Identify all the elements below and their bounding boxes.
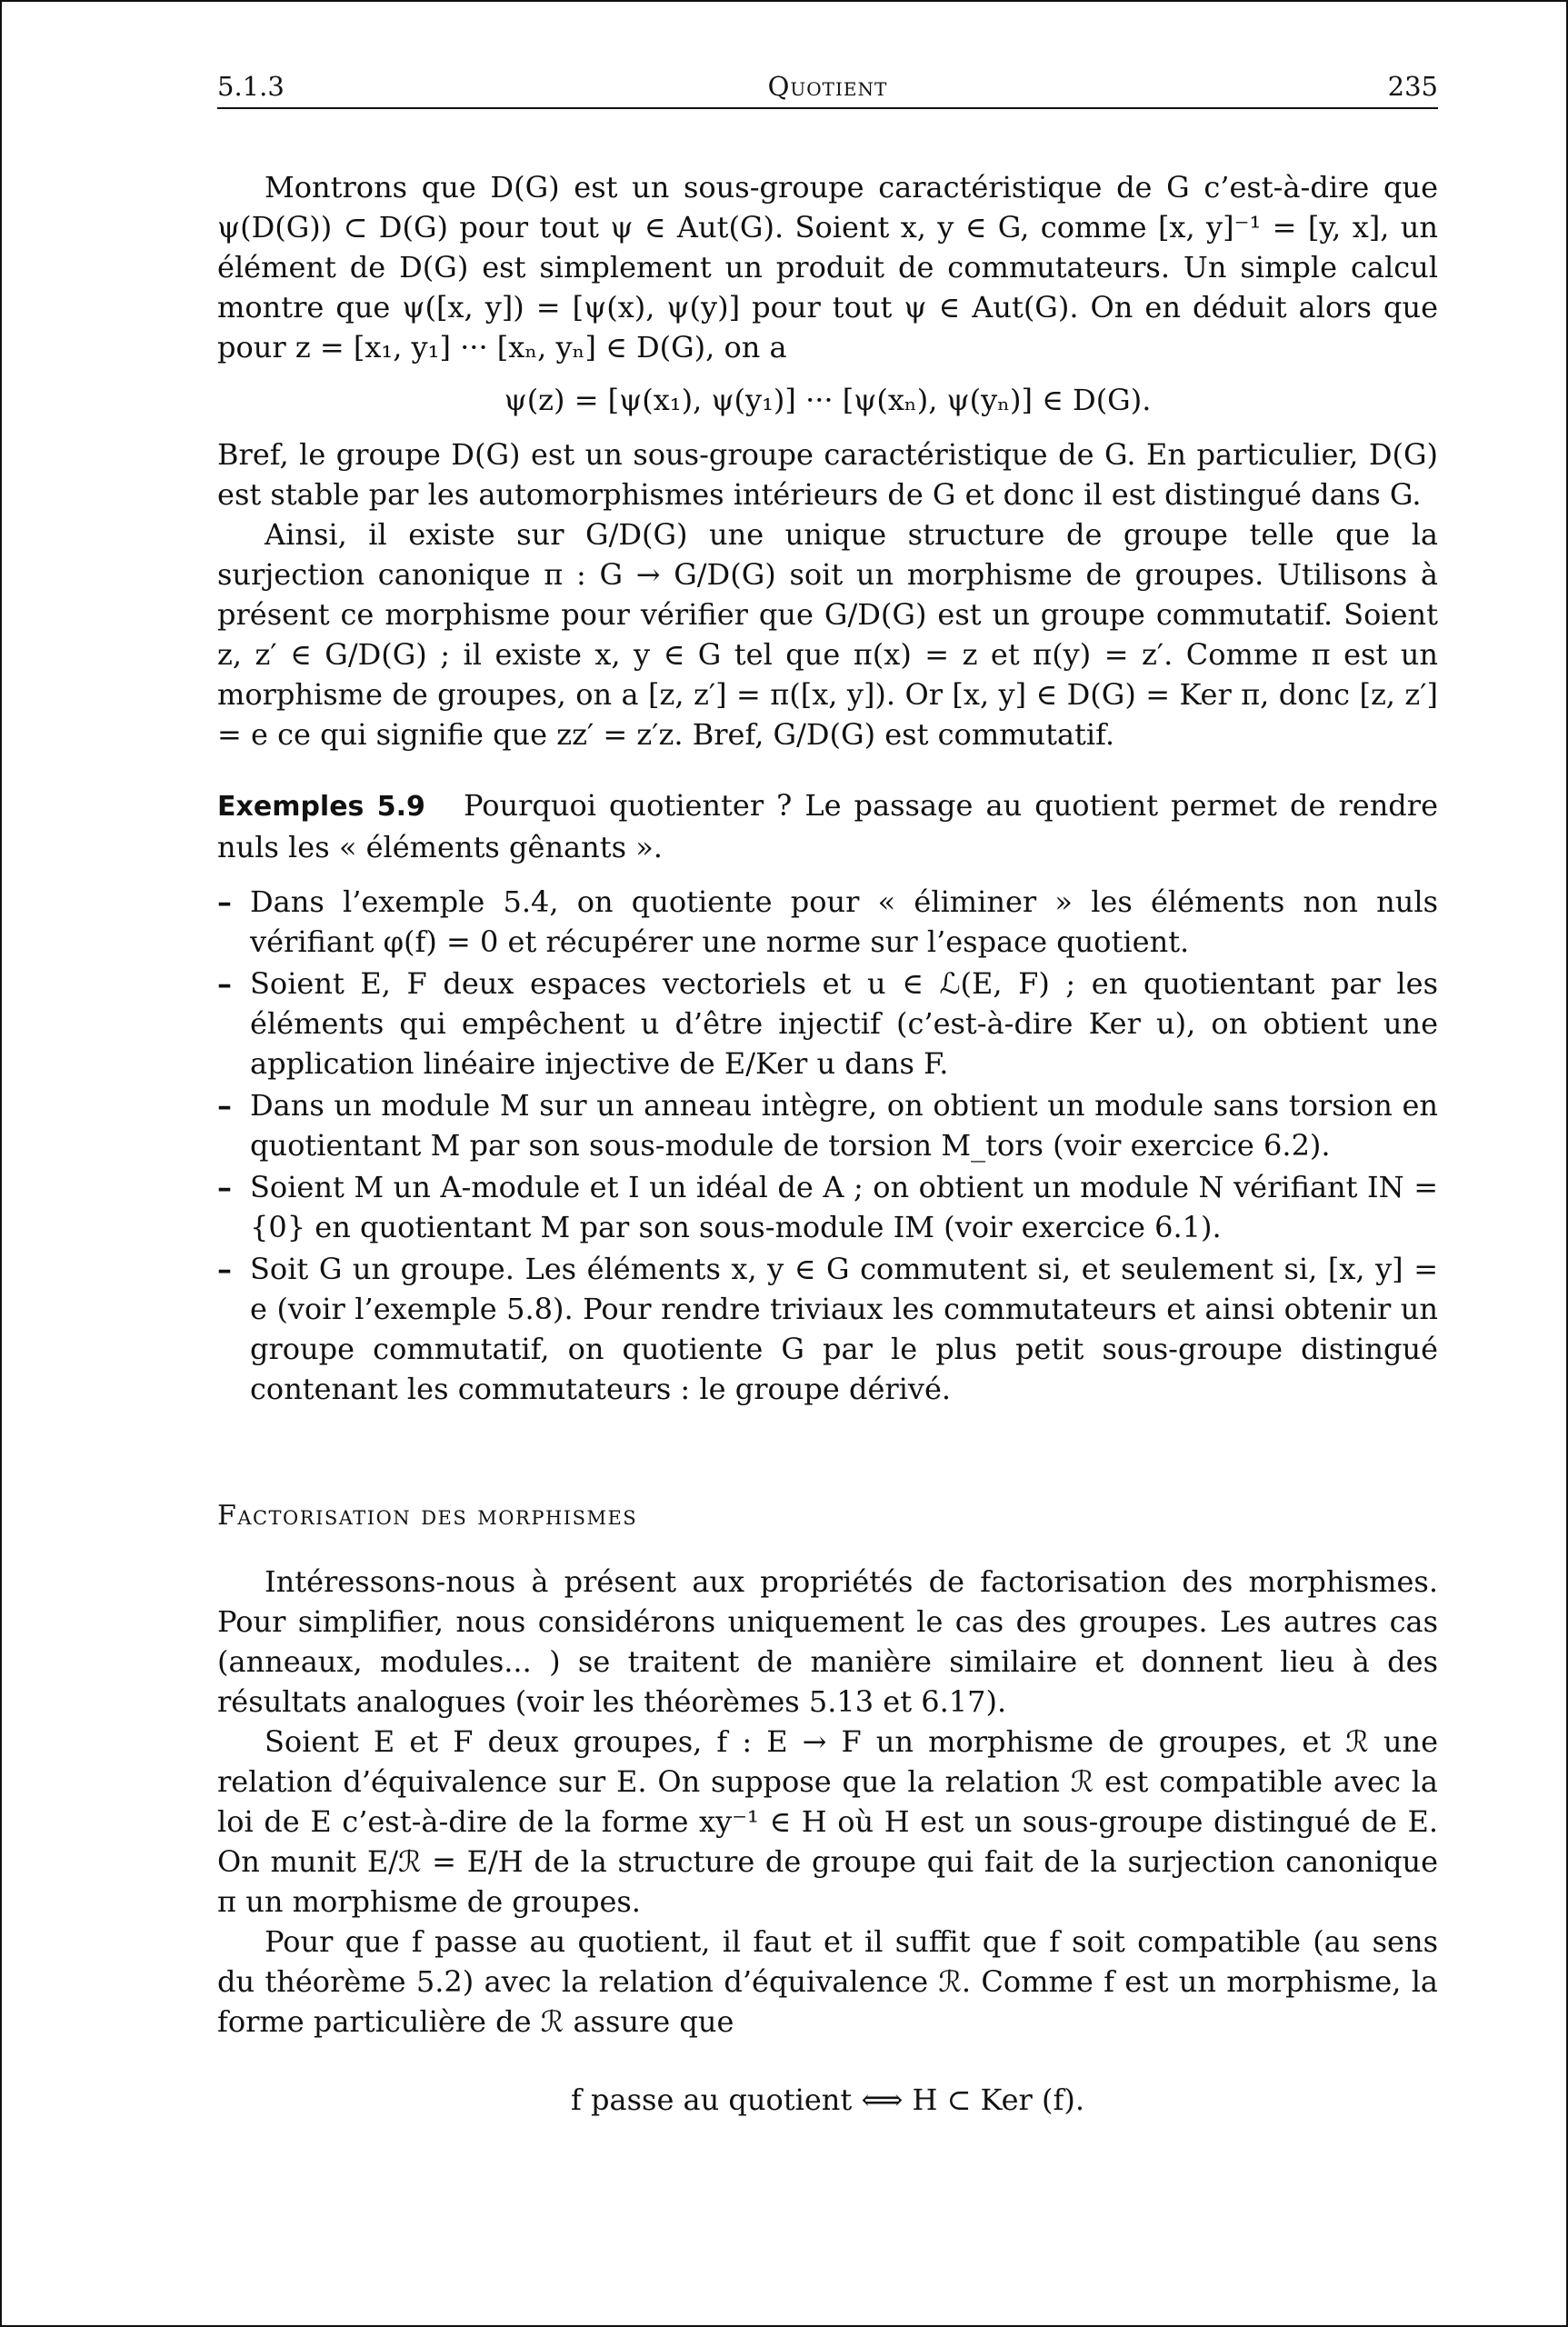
page-body — [217, 167, 1438, 2120]
paragraph-setup: Soient E et F deux groupes, f : E → F un morphisme de groupes, et ℛ une relation d’équivalence sur E. On suppose que la relation ℛ est compatible avec la loi de E c’est-à-dire de la forme xy⁻¹ ∈ H où H est un sous-groupe distingué de E. On munit E/ℛ = E/H de la structure de groupe qui fait de la surjection canonique π un morphisme de groupes. — [217, 1724, 1438, 1919]
display-equation: ψ(z) = [ψ(x₁), ψ(y₁)] ··· [ψ(xₙ), ψ(yₙ)] ∈ D(G). — [504, 383, 1152, 417]
running-head — [217, 65, 1438, 109]
paragraph-factorisation-intro: Intéressons-nous à présent aux propriétés de factorisation des morphismes. Pour simplifier, nous considérons uniquement le cas des groupes. Les autres cas (anneaux, modules... ) se traitent de manière similaire et donnent lieu à des résultats analogues (voir les théorèmes 5.13 et 6.17). — [217, 1564, 1438, 1719]
paragraph-characteristic-subgroup: Montrons que D(G) est un sous-groupe caractéristique de G c’est-à-dire que ψ(D(G)) ⊂ D(G) pour tout ψ ∈ Aut(G). Soient x, y ∈ G, comme [x, y]⁻¹ = [y, x], un élément de D(G) est simplement un produit de commutateurs. Un simple calcul montre que ψ([x, y]) = [ψ(x), ψ(y)] pour tout ψ ∈ Aut(G). On en déduit alors que pour z = [x₁, y₁] ··· [xₙ, yₙ] ∈ D(G), on a — [217, 170, 1438, 365]
list-item: – Dans un module M sur un anneau intègre, on obtient un module sans torsion en quotientant M par son sous-module de torsion M_tors (voir exercice 6.2). — [217, 1085, 1438, 1165]
list-item: – Soit G un groupe. Les éléments x, y ∈ G commutent si, et seulement si, [x, y] = e (voir l’exemple 5.8). Pour rendre triviaux les commutateurs et ainsi obtenir un groupe commutatif, on quotiente G par le plus petit sous-groupe distingué contenant les commutateurs : le groupe dérivé. — [217, 1249, 1438, 1409]
section-number: 5.1.3 — [217, 71, 285, 102]
list-item: – Soient E, F deux espaces vectoriels et u ∈ ℒ(E, F) ; en quotientant par les éléments qui empêchent u d’être injectif (c’est-à-dire Ker u), on obtient une application linéaire injective de E/Ker u dans F. — [217, 964, 1438, 1084]
example-intro: Pourquoi quotienter ? Le passage au quotient permet de rendre nuls les « éléments gênants ». — [217, 788, 1439, 864]
list-item: – Soient M un A-module et I un idéal de A ; on obtient un module N vérifiant IN = {0} en quotientant M par son sous-module IM (voir exercice 6.1). — [217, 1167, 1438, 1247]
example-label: Exemples 5.9 — [217, 791, 425, 823]
example-heading — [217, 785, 1438, 867]
paragraph-compatibility: Pour que f passe au quotient, il faut et il suffit que f soit compatible (au sens du théorème 5.2) avec la relation d’équivalence ℛ. Comme f est un morphisme, la forme particulière de ℛ assure que — [217, 1924, 1438, 2039]
example-list — [217, 882, 1438, 1409]
paragraph-conclusion: Bref, le groupe D(G) est un sous-groupe caractéristique de G. En particulier, D(G) est stable par les automorphismes intérieurs de G et donc il est distingué dans G. — [217, 437, 1438, 512]
page-number: 235 — [1387, 71, 1438, 102]
section-heading: Factorisation des morphismes — [217, 1500, 638, 1532]
paragraph-quotient-commutative: Ainsi, il existe sur G/D(G) une unique structure de groupe telle que la surjection canonique π : G → G/D(G) soit un morphisme de groupes. Utilisons à présent ce morphisme pour vérifier que G/D(G) est un groupe commutatif. Soient z, z′ ∈ G/D(G) ; il existe x, y ∈ G tel que π(x) = z et π(y) = z′. Comme π est un morphisme de groupes, on a [z, z′] = π([x, y]). Or [x, y] ∈ D(G) = Ker π, donc [z, z′] = e ce qui signifie que zz′ = z′z. Bref, G/D(G) est commutatif. — [217, 517, 1439, 752]
list-item: – Dans l’exemple 5.4, on quotiente pour « éliminer » les éléments non nuls vérifiant φ(f) = 0 et récupérer une norme sur l’espace quotient. — [217, 882, 1438, 962]
running-title: Quotient — [767, 71, 888, 102]
display-equation-final: f passe au quotient ⟺ H ⊂ Ker (f). — [571, 2082, 1084, 2117]
